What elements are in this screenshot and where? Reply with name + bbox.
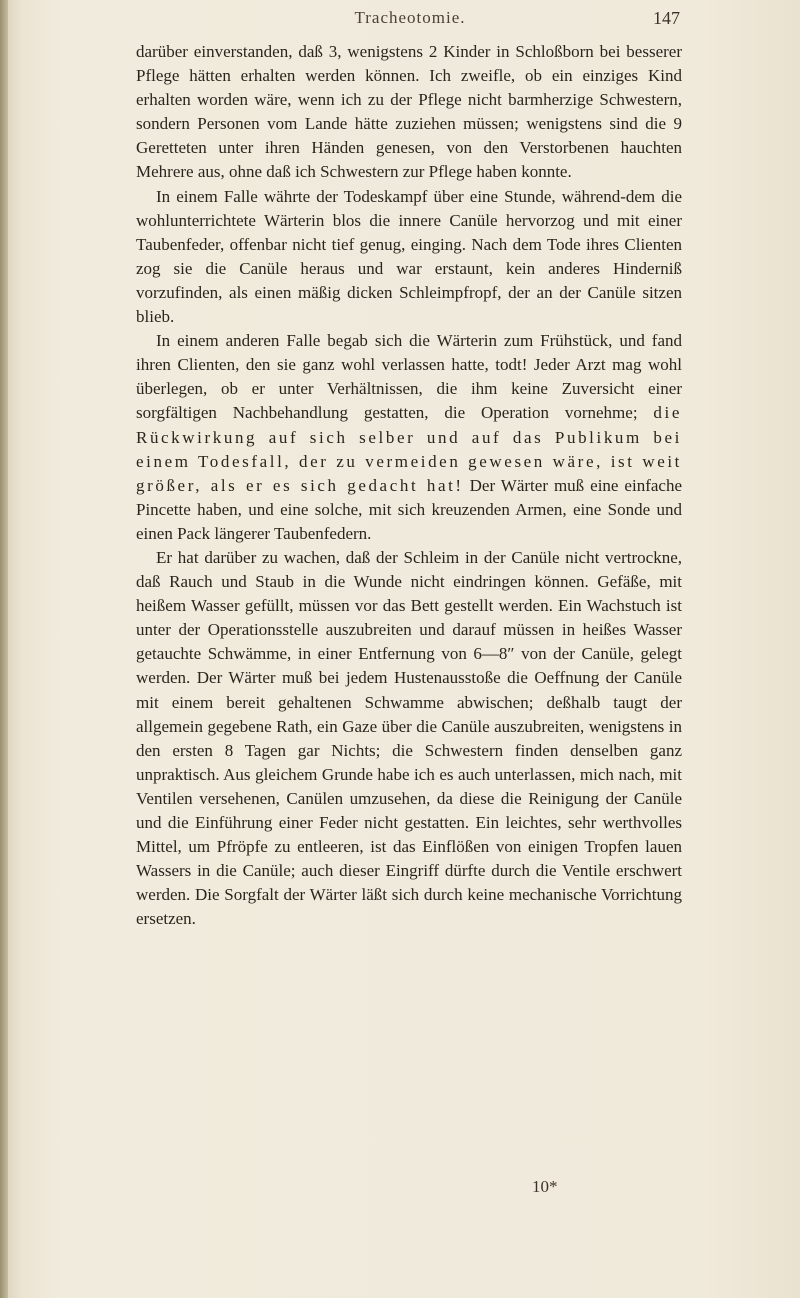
- page-number: 147: [653, 8, 680, 28]
- signature-mark: 10*: [532, 1177, 558, 1196]
- running-title: Tracheotomie.: [354, 8, 466, 27]
- paragraph-3-text-b: Der Wärter muß eine einfache Pincette haben, und eine solche, mit sich kreuzenden Armen, eine Sonde und einen Pack längerer Taubenfedern.: [136, 475, 682, 543]
- paragraph-2-text: In einem Falle währte der Todeskampf über eine Stunde, während-dem die wohlunterrichtete Wärterin blos die innere Canüle hervorzog und mit einer Taubenfeder, offenbar nicht tief genug, einging. Nach dem Tode ihres Clienten zog sie die Canüle heraus und war erstaunt, kein anderes Hinderniß vorzufinden, als einen mäßig dicken Schleimpfropf, der an der Canüle sitzen blieb.: [136, 186, 682, 327]
- binding-edge: [0, 0, 8, 1298]
- paragraph-4: [136, 546, 682, 932]
- body-text: [136, 40, 682, 931]
- paragraph-3: [136, 329, 682, 546]
- paragraph-1: [136, 40, 682, 185]
- paragraph-3-text-a: In einem anderen Falle begab sich die Wärterin zum Frühstück, und fand ihren Clienten, den sie ganz wohl verlassen hatte, todt! Jeder Arzt mag wohl überlegen, ob er unter Verhältnissen, die ihm keine Zuversicht einer sorgfältigen Nachbehandlung gestatten, die Operation vornehme;: [136, 331, 682, 423]
- paragraph-2: [136, 185, 682, 330]
- paragraph-3-emphasis: die Rückwirkung auf sich selber und auf das Publikum bei einem Todesfall, der zu vermeiden gewesen wäre, ist weit größer, als er es sich gedacht hat!: [136, 403, 682, 495]
- paragraph-1-text: darüber einverstanden, daß 3, wenigstens 2 Kinder in Schloßborn bei besserer Pflege hätten erhalten werden können. Ich zweifle, ob ein einziges Kind erhalten worden wäre, wenn ich zu der Pflege nicht barmherzige Schwestern, sondern Personen vom Lande hätte zuziehen müssen; wenigstens sind die 9 Geretteten unter ihren Händen genesen, von den Verstorbenen hauchten Mehrere aus, ohne daß ich Schwestern zur Pflege haben konnte.: [136, 42, 682, 182]
- running-head: [140, 8, 680, 36]
- paragraph-4-text: Er hat darüber zu wachen, daß der Schleim in der Canüle nicht vertrockne, daß Rauch und Staub in die Wunde nicht eindringen können. Gefäße, mit heißem Wasser gefüllt, müssen vor das Bett gestellt werden. Ein Wachstuch ist unter der Operationsstelle auszubreiten und darauf müssen in heißes Wasser getauchte Schwämme, in einer Entfernung von 6—8″ von der Canüle, gelegt werden. Der Wärter muß bei jedem Hustenausstoße die Oeffnung der Canüle mit einem bereit gehaltenen Schwamme abwischen; deßhalb taugt der allgemein gegebene Rath, ein Gaze über die Canüle auszubreiten, wenigstens in den ersten 8 Tagen gar Nichts; die Schwestern finden denselben ganz unpraktisch. Aus gleichem Grunde habe ich es auch unterlassen, mich nach, mit Ventilen versehenen, Canülen umzusehen, da diese die Reinigung der Canüle und die Einführung einer Feder nicht gestatten. Ein leichtes, sehr werthvolles Mittel, um Pfröpfe zu entleeren, ist das Einflößen von einigen Tropfen lauen Wassers in die Canüle; auch dieser Eingriff dürfte durch die Ventile erschwert werden. Die Sorgfalt der Wärter läßt sich durch keine mechanische Vorrichtung ersetzen.: [136, 547, 682, 929]
